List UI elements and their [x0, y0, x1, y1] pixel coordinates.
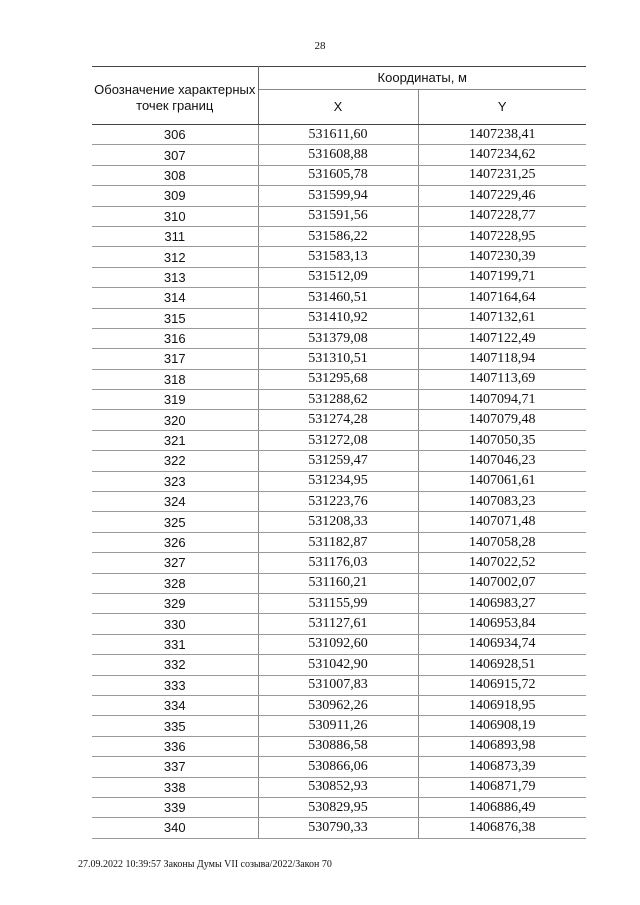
x-cell: 531586,22: [258, 226, 418, 246]
coordinates-table: [92, 66, 586, 839]
table-row: [92, 471, 586, 491]
y-cell: 1407050,35: [418, 430, 586, 450]
table-row: [92, 716, 586, 736]
table-row: [92, 451, 586, 471]
point-cell: 308: [92, 165, 258, 185]
table-row: [92, 125, 586, 145]
x-cell: 531599,94: [258, 186, 418, 206]
y-cell: 1407118,94: [418, 349, 586, 369]
table-row: [92, 186, 586, 206]
x-cell: 531223,76: [258, 492, 418, 512]
point-cell: 332: [92, 655, 258, 675]
x-cell: 530911,26: [258, 716, 418, 736]
table-row: [92, 777, 586, 797]
y-cell: 1407164,64: [418, 288, 586, 308]
table-row: [92, 492, 586, 512]
table-row: [92, 532, 586, 552]
table-row: [92, 288, 586, 308]
table-row: [92, 165, 586, 185]
header-x: X: [258, 90, 418, 125]
point-cell: 316: [92, 328, 258, 348]
table-row: [92, 247, 586, 267]
point-cell: 326: [92, 532, 258, 552]
table-row: [92, 655, 586, 675]
y-cell: 1406886,49: [418, 797, 586, 817]
table-row: [92, 573, 586, 593]
y-cell: 1407083,23: [418, 492, 586, 512]
point-cell: 309: [92, 186, 258, 206]
x-cell: 531288,62: [258, 390, 418, 410]
point-cell: 310: [92, 206, 258, 226]
y-cell: 1407061,61: [418, 471, 586, 491]
table-row: [92, 614, 586, 634]
point-cell: 334: [92, 695, 258, 715]
x-cell: 531608,88: [258, 145, 418, 165]
point-cell: 319: [92, 390, 258, 410]
y-cell: 1407113,69: [418, 369, 586, 389]
point-cell: 338: [92, 777, 258, 797]
x-cell: 531127,61: [258, 614, 418, 634]
table-row: [92, 410, 586, 430]
x-cell: 531310,51: [258, 349, 418, 369]
point-cell: 339: [92, 797, 258, 817]
table-row: [92, 675, 586, 695]
x-cell: 531591,56: [258, 206, 418, 226]
point-cell: 314: [92, 288, 258, 308]
header-y: Y: [418, 90, 586, 125]
x-cell: 530866,06: [258, 757, 418, 777]
table-row: [92, 369, 586, 389]
x-cell: 531512,09: [258, 267, 418, 287]
table-row: [92, 797, 586, 817]
point-cell: 312: [92, 247, 258, 267]
x-cell: 530829,95: [258, 797, 418, 817]
point-cell: 322: [92, 451, 258, 471]
table-row: [92, 145, 586, 165]
point-cell: 313: [92, 267, 258, 287]
table-row: [92, 328, 586, 348]
point-cell: 324: [92, 492, 258, 512]
point-cell: 321: [92, 430, 258, 450]
x-cell: 531182,87: [258, 532, 418, 552]
y-cell: 1407228,95: [418, 226, 586, 246]
x-cell: 531410,92: [258, 308, 418, 328]
y-cell: 1407122,49: [418, 328, 586, 348]
point-cell: 330: [92, 614, 258, 634]
header-coordinates: Координаты, м: [258, 67, 586, 90]
point-cell: 317: [92, 349, 258, 369]
x-cell: 531460,51: [258, 288, 418, 308]
y-cell: 1406873,39: [418, 757, 586, 777]
x-cell: 531234,95: [258, 471, 418, 491]
y-cell: 1407234,62: [418, 145, 586, 165]
y-cell: 1406934,74: [418, 634, 586, 654]
x-cell: 531007,83: [258, 675, 418, 695]
y-cell: 1407058,28: [418, 532, 586, 552]
y-cell: 1407079,48: [418, 410, 586, 430]
y-cell: 1407199,71: [418, 267, 586, 287]
x-cell: 531379,08: [258, 328, 418, 348]
point-cell: 320: [92, 410, 258, 430]
y-cell: 1407022,52: [418, 553, 586, 573]
point-cell: 325: [92, 512, 258, 532]
y-cell: 1406915,72: [418, 675, 586, 695]
x-cell: 531042,90: [258, 655, 418, 675]
y-cell: 1406928,51: [418, 655, 586, 675]
y-cell: 1407238,41: [418, 125, 586, 145]
x-cell: 531295,68: [258, 369, 418, 389]
x-cell: 530852,93: [258, 777, 418, 797]
y-cell: 1406893,98: [418, 736, 586, 756]
x-cell: 530886,58: [258, 736, 418, 756]
x-cell: 531611,60: [258, 125, 418, 145]
table-body: [92, 125, 586, 839]
x-cell: 531092,60: [258, 634, 418, 654]
y-cell: 1407094,71: [418, 390, 586, 410]
x-cell: 530962,26: [258, 695, 418, 715]
y-cell: 1407228,77: [418, 206, 586, 226]
header-points: Обозначение характерных точек границ: [92, 67, 258, 125]
y-cell: 1407002,07: [418, 573, 586, 593]
table-row: [92, 390, 586, 410]
y-cell: 1407230,39: [418, 247, 586, 267]
page-number: 28: [314, 40, 326, 52]
x-cell: 531259,47: [258, 451, 418, 471]
footer-stamp: 27.09.2022 10:39:57 Законы Думы VII созыва/2022/Закон 70: [78, 859, 332, 870]
x-cell: 531274,28: [258, 410, 418, 430]
y-cell: 1406983,27: [418, 593, 586, 613]
x-cell: 530790,33: [258, 818, 418, 838]
x-cell: 531583,13: [258, 247, 418, 267]
point-cell: 331: [92, 634, 258, 654]
y-cell: 1406876,38: [418, 818, 586, 838]
table-row: [92, 308, 586, 328]
x-cell: 531176,03: [258, 553, 418, 573]
point-cell: 323: [92, 471, 258, 491]
x-cell: 531272,08: [258, 430, 418, 450]
table-row: [92, 267, 586, 287]
point-cell: 307: [92, 145, 258, 165]
table-row: [92, 593, 586, 613]
point-cell: 336: [92, 736, 258, 756]
table-row: [92, 512, 586, 532]
y-cell: 1407231,25: [418, 165, 586, 185]
point-cell: 337: [92, 757, 258, 777]
x-cell: 531155,99: [258, 593, 418, 613]
x-cell: 531208,33: [258, 512, 418, 532]
table-row: [92, 430, 586, 450]
table-row: [92, 206, 586, 226]
point-cell: 311: [92, 226, 258, 246]
y-cell: 1406871,79: [418, 777, 586, 797]
point-cell: 340: [92, 818, 258, 838]
point-cell: 329: [92, 593, 258, 613]
y-cell: 1407071,48: [418, 512, 586, 532]
y-cell: 1406908,19: [418, 716, 586, 736]
point-cell: 335: [92, 716, 258, 736]
table-row: [92, 634, 586, 654]
y-cell: 1406918,95: [418, 695, 586, 715]
x-cell: 531160,21: [258, 573, 418, 593]
table-row: [92, 818, 586, 838]
point-cell: 333: [92, 675, 258, 695]
table-row: [92, 736, 586, 756]
point-cell: 315: [92, 308, 258, 328]
table-row: [92, 553, 586, 573]
point-cell: 318: [92, 369, 258, 389]
y-cell: 1407132,61: [418, 308, 586, 328]
table-row: [92, 757, 586, 777]
y-cell: 1407046,23: [418, 451, 586, 471]
table-row: [92, 226, 586, 246]
table-row: [92, 349, 586, 369]
point-cell: 306: [92, 125, 258, 145]
point-cell: 327: [92, 553, 258, 573]
y-cell: 1406953,84: [418, 614, 586, 634]
y-cell: 1407229,46: [418, 186, 586, 206]
table-row: [92, 695, 586, 715]
x-cell: 531605,78: [258, 165, 418, 185]
point-cell: 328: [92, 573, 258, 593]
